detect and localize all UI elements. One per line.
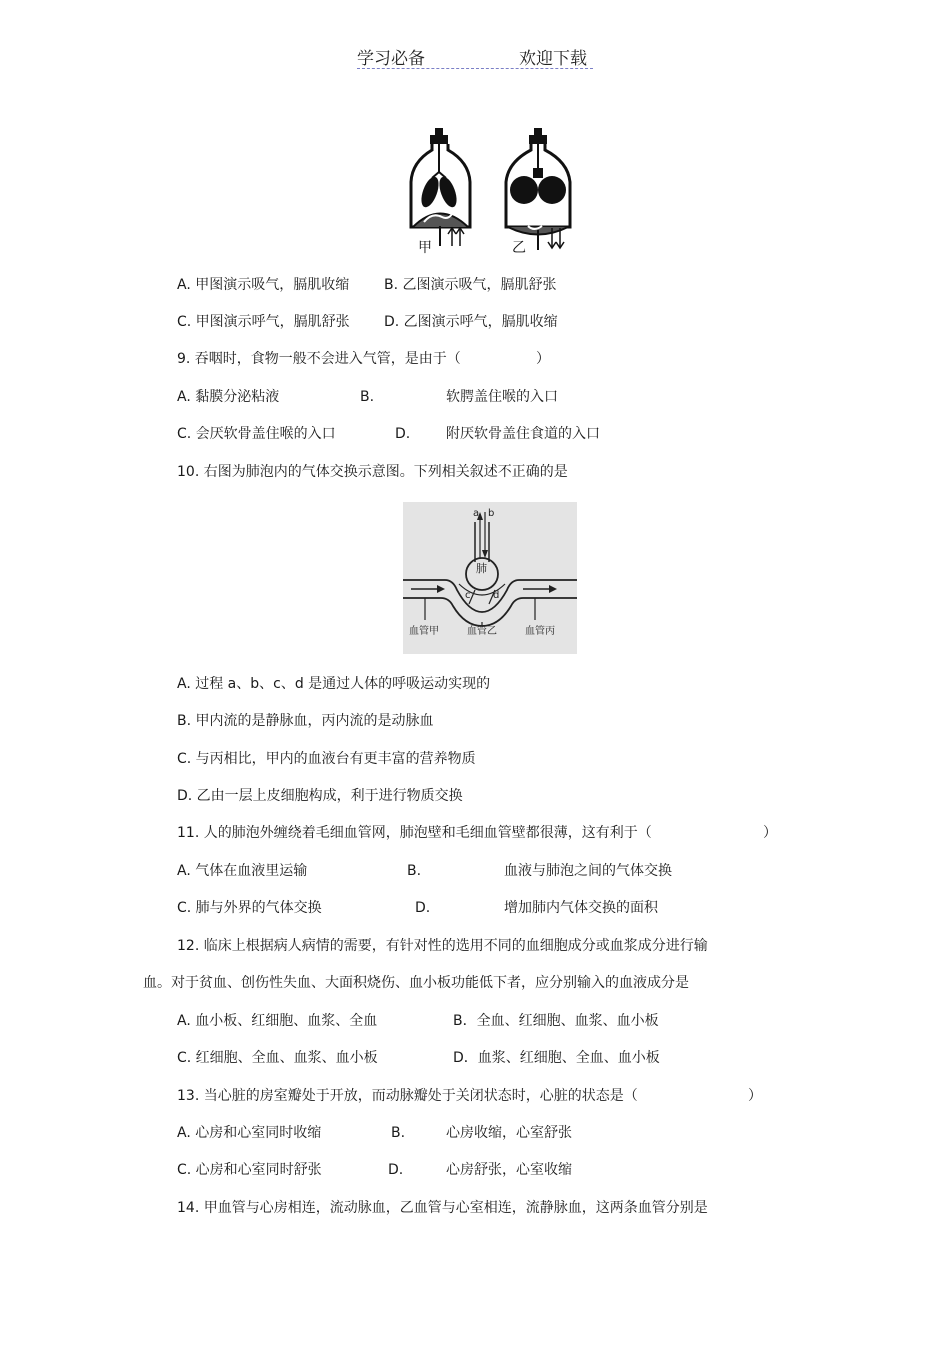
q12-option-c: C. 红细胞、全血、血浆、血小板 [177,1050,378,1066]
q12-stem-line2: 血。对于贫血、创伤性失血、大面积烧伤、血小板功能低下者，应分别输入的血液成分是 [143,975,689,991]
q13-option-b-letter: B. [391,1125,406,1141]
q11-option-a: A. 气体在血液里运输 [177,863,308,879]
figure2-label-lung: 肺 [476,562,487,575]
q8-option-c: C. 甲图演示呼气，膈肌舒张 [177,314,350,330]
figure2-label-a: a [473,508,480,519]
q12-stem-line1: 12. 临床上根据病人病情的需要，有针对性的选用不同的血细胞成分或血浆成分进行输 [177,938,708,954]
q9-option-d-text: 附厌软骨盖住食道的入口 [446,426,600,442]
header-right-text: 欢迎下载 [519,49,587,69]
header-divider [357,68,593,69]
q12-option-b: B．全血、红细胞、血浆、血小板 [453,1013,659,1029]
q10-option-c: C. 与丙相比，甲内的血液台有更丰富的营养物质 [177,751,476,767]
page-header [357,44,593,69]
q12-option-a: A. 血小板、红细胞、血浆、全血 [177,1013,378,1029]
q8-option-a: A. 甲图演示吸气，膈肌收缩 [177,277,350,293]
figure1-label-yi: 乙 [512,240,526,256]
q13-option-d-text: 心房舒张，心室收缩 [446,1162,572,1178]
bell-jar-yi [506,128,570,250]
figure2-label-b: b [488,508,495,519]
q11-option-d-letter: D. [415,900,431,916]
q9-option-d-letter: D. [395,426,411,442]
q11-stem: 11. 人的肺泡外缠绕着毛细血管网，肺泡壁和毛细血管壁都很薄，这有利于（ [177,825,652,841]
q9-option-b-text: 软腭盖住喉的入口 [446,389,558,405]
figure2-label-c: c [465,590,471,601]
q13-stem: 13. 当心脏的房室瓣处于开放，而动脉瓣处于关闭状态时，心脏的状态是（ [177,1088,638,1104]
q11-option-d-text: 增加肺内气体交换的面积 [504,900,658,916]
q11-option-c: C. 肺与外界的气体交换 [177,900,322,916]
q10-option-d: D. 乙由一层上皮细胞构成，利于进行物质交换 [177,788,463,804]
q13-option-d-letter: D. [388,1162,404,1178]
q9-option-c: C. 会厌软骨盖住喉的入口 [177,426,336,442]
bell-jar-lung-model-figure [402,122,578,262]
q11-paren-close: ） [763,825,777,841]
q8-option-b: B. 乙图演示吸气，膈肌舒张 [384,277,557,293]
q11-option-b-text: 血液与肺泡之间的气体交换 [504,863,672,879]
figure2-vessel-jia: 血管甲 [409,626,439,637]
q13-paren-close: ） [748,1088,762,1104]
alveolus-gas-exchange-figure [403,502,577,654]
q14-stem: 14. 甲血管与心房相连，流动脉血，乙血管与心室相连，流静脉血，这两条血管分别是 [177,1200,708,1216]
q13-option-a: A. 心房和心室同时收缩 [177,1125,322,1141]
q10-stem: 10. 右图为肺泡内的气体交换示意图。下列相关叙述不正确的是 [177,464,568,480]
q13-option-c: C. 心房和心室同时舒张 [177,1162,322,1178]
figure1-label-jia: 甲 [418,240,432,256]
q13-option-b-text: 心房收缩，心室舒张 [446,1125,572,1141]
figure2-vessel-yi: 血管乙 [467,626,497,637]
q11-option-b-letter: B. [407,863,422,879]
q10-option-a: A. 过程 a、b、c、d 是通过人体的呼吸运动实现的 [177,676,491,692]
header-left-text: 学习必备 [357,49,425,69]
figure2-label-d: d [493,590,500,601]
q9-paren-close: ） [536,351,550,367]
bell-jar-jia [411,128,470,246]
q12-option-d: D．血浆、红细胞、全血、血小板 [453,1050,660,1066]
q10-option-b: B. 甲内流的是静脉血，丙内流的是动脉血 [177,713,434,729]
q9-option-b-letter: B. [360,389,375,405]
q9-stem: 9. 吞咽时，食物一般不会进入气管，是由于（ [177,351,461,367]
q9-option-a: A. 黏膜分泌粘液 [177,389,280,405]
q8-option-d: D. 乙图演示呼气，膈肌收缩 [384,314,558,330]
figure2-vessel-bing: 血管丙 [525,626,555,637]
